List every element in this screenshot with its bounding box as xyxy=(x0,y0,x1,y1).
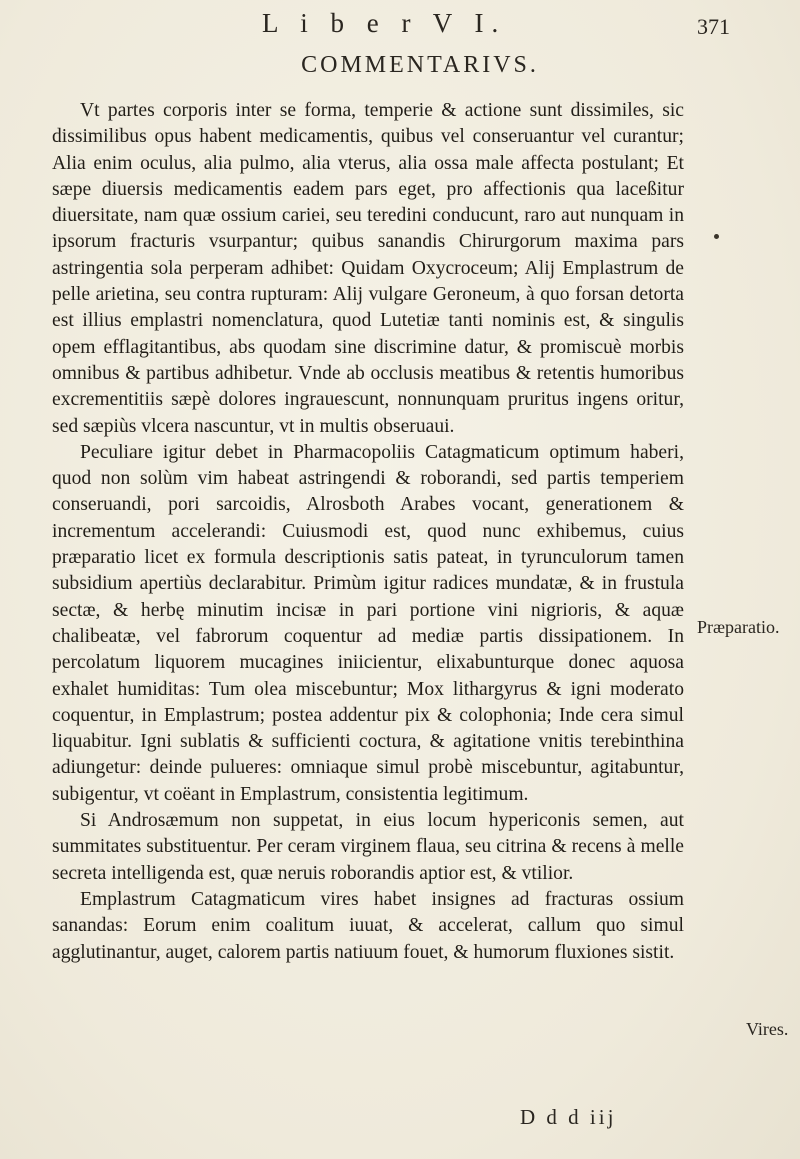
page-number: 371 xyxy=(697,14,730,39)
ink-spot xyxy=(714,234,719,239)
book-title: L i b e r V I. xyxy=(262,8,507,38)
section-heading: COMMENTARIVS. xyxy=(301,52,539,78)
paragraph-3: Si Androsæmum non suppetat, in eius locum hypericonis semen, aut summitates substituentur. Per ceram virginem flaua, seu citrina & recens à melle secreta intelligenda est, quæ neruis roborandis aptior est, & vtilior. xyxy=(52,810,684,884)
paragraph-1: Vt partes corporis inter se forma, temperie & actione sunt dissimiles, sic dissimilibus opus habent medicamentis, quibus vel conseruantur vel curantur; Alia enim oculus, alia pulmo, alia vterus, alia ossa male affecta postulant; Et sæpe diuersis medicamentis eadem pars eget, pro affectionis qua laceßitur diuersitate, nam quæ ossium cariei, seu teredini conducunt, raro aut nunquam in ipsorum fracturis vsurpantur; quibus sanandis Chirurgorum maxima pars astringentia sola perperam adhibet: Quidam Oxycroceum; Alij Emplastrum de pelle arietina, seu contra rupturam: Alij vulgare Geroneum, à quo forsan detorta est illius emplastri nomenclatura, quod Lutetiæ tanti nominis est, & singulis opem efflagitantibus, abs quodam sine discrimine datur, & promiscuè morbis omnibus & partibus adhibetur. Vnde ab occlusis meatibus & retentis humoribus excrementitiis sæpè dolores ingrauescunt, nonnunquam pruritus ingens oritur, sed sæpiùs vlcera nascuntur, vt in multis obseruaui. xyxy=(52,100,684,437)
paragraph-2: Peculiare igitur debet in Pharmacopoliis Catagmaticum optimum haberi, quod non solùm vim habeat astringendi & roborandi, sed partis temperiem conseruandi, pori sarcoidis, Alrosboth Arabes vocant, generationem & incrementum accelerandi: Cuiusmodi est, quod nunc exhibemus, cuius præparatio licet ex formula descriptionis satis pateat, in tyrunculorum tamen subsidium apertiùs declarabitur. Primùm igitur radices mundatæ, & in frustula sectæ, & herbę minutim incisæ in pari portione vini nigrioris, & aquæ chalibeatæ, vel fabrorum coquentur ad mediæ partis dissipationem. In percolatum liquorem mucagines iniicientur, elixabunturque donec aquosa exhalet humiditas: Tum olea miscebuntur; Mox lithargyrus & igni moderato coquentur, in Emplastrum; postea addentur pix & colophonia; Inde cera simul liquabitur. Igni sublatis & sufficienti coctura, & agitatione vnitis terebinthina adiungetur: deinde pulueres: omniaque simul probè miscebuntur, agitabuntur, subigentur, vt coëant in Emplastrum, consistentia legitimum. xyxy=(52,441,684,805)
marginal-note-praeparatio: Præparatio. xyxy=(697,617,780,637)
running-head xyxy=(0,8,800,48)
signature-mark: D d d iij xyxy=(520,1105,617,1129)
body-text xyxy=(52,98,684,966)
paragraph-4: Emplastrum Catagmaticum vires habet insignes ad fracturas ossium sanandas: Eorum enim coalitum iuuat, & accelerat, callum quo simul agglutinantur, auget, calorem partis natiuum fouet, & humorum fluxiones sistit. xyxy=(52,888,684,963)
marginal-note-vires: Vires. xyxy=(746,1019,789,1039)
